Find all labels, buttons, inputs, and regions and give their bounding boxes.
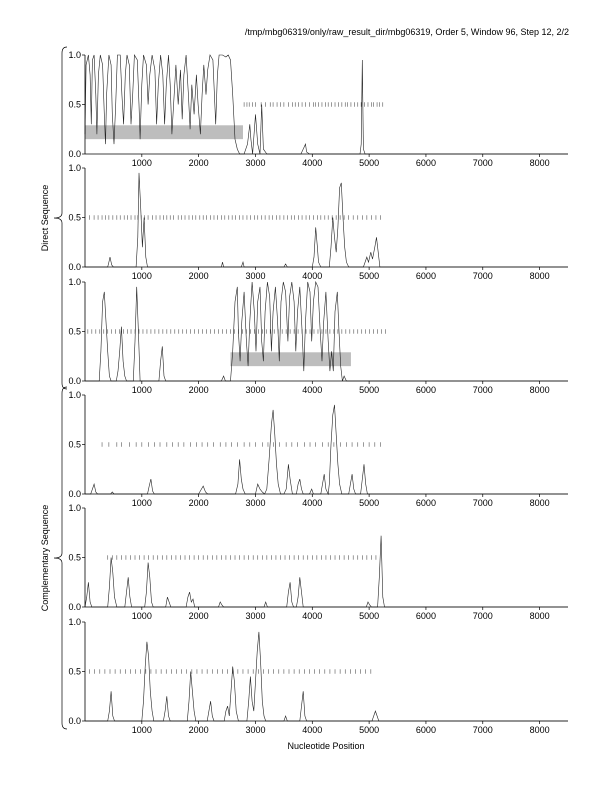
x-tick-label: 7000 (472, 271, 493, 281)
panel-frame-2 (68, 163, 568, 281)
x-tick-label: 1000 (131, 498, 152, 508)
orf-bar (85, 125, 243, 139)
x-tick-label: 2000 (188, 158, 209, 168)
coding-potential-line (85, 536, 568, 607)
y-tick-label: 0.5 (68, 99, 81, 110)
file-path-header: /tmp/mbg06319/only/raw_result_dir/mbg06319, Order 5, Window 96, Step 12, 2/2 (244, 27, 569, 37)
x-tick-label: 5000 (359, 725, 380, 735)
x-tick-label: 4000 (302, 725, 323, 735)
y-tick-label: 0.0 (68, 716, 81, 726)
x-tick-label: 1000 (131, 158, 152, 168)
x-tick-label: 5000 (359, 498, 380, 508)
x-tick-label: 5000 (359, 271, 380, 281)
x-tick-label: 8000 (529, 385, 550, 395)
x-tick-label: 6000 (415, 271, 436, 281)
y-tick-label: 0.0 (68, 262, 81, 272)
x-tick-label: 3000 (245, 498, 266, 508)
y-tick-label: 1.0 (68, 50, 81, 60)
y-tick-label: 1.0 (68, 617, 81, 627)
x-tick-label: 1000 (131, 725, 152, 735)
group-label: Complementary Sequence (40, 504, 50, 612)
panel-frame-1 (68, 50, 568, 168)
x-tick-label: 2000 (188, 725, 209, 735)
y-tick-label: 0.0 (68, 149, 81, 159)
y-tick-label: 0.0 (68, 489, 81, 499)
x-tick-label: 4000 (302, 158, 323, 168)
group-brace (54, 47, 67, 389)
x-tick-label: 4000 (302, 611, 323, 621)
group-2 (40, 387, 67, 729)
y-tick-label: 1.0 (68, 277, 81, 287)
coding-potential-line (85, 632, 568, 721)
group-brace (54, 387, 67, 729)
x-tick-label: 7000 (472, 385, 493, 395)
x-tick-label: 2000 (188, 385, 209, 395)
x-tick-label: 5000 (359, 385, 380, 395)
x-tick-label: 8000 (529, 498, 550, 508)
panel-frame-6 (68, 617, 568, 735)
y-tick-label: 1.0 (68, 390, 81, 400)
x-tick-label: 7000 (472, 725, 493, 735)
x-tick-label: 7000 (472, 611, 493, 621)
x-tick-label: 1000 (131, 385, 152, 395)
y-tick-label: 0.0 (68, 602, 81, 612)
x-tick-label: 3000 (245, 611, 266, 621)
x-tick-label: 1000 (131, 271, 152, 281)
y-tick-label: 0.0 (68, 376, 81, 386)
x-tick-label: 8000 (529, 158, 550, 168)
y-tick-label: 0.5 (68, 326, 81, 337)
x-tick-label: 6000 (415, 498, 436, 508)
x-tick-label: 3000 (245, 385, 266, 395)
panel-frame-3 (68, 277, 568, 395)
x-axis-title: Nucleotide Position (287, 741, 365, 751)
y-tick-label: 0.5 (68, 212, 81, 223)
x-tick-label: 3000 (245, 271, 266, 281)
x-tick-label: 6000 (415, 611, 436, 621)
x-tick-label: 4000 (302, 385, 323, 395)
x-tick-label: 6000 (415, 725, 436, 735)
x-tick-label: 5000 (359, 611, 380, 621)
x-tick-label: 7000 (472, 158, 493, 168)
group-label: Direct Sequence (40, 184, 50, 252)
y-tick-label: 1.0 (68, 503, 81, 513)
y-tick-label: 1.0 (68, 163, 81, 173)
panel-frame-5 (68, 503, 568, 621)
group-1 (40, 47, 67, 389)
x-tick-label: 5000 (359, 158, 380, 168)
coding-potential-line (85, 173, 568, 267)
x-tick-label: 3000 (245, 725, 266, 735)
x-tick-label: 2000 (188, 498, 209, 508)
y-tick-label: 0.5 (68, 552, 81, 563)
panel-frame-4 (68, 390, 568, 508)
panels-layer (68, 50, 568, 735)
x-tick-label: 4000 (302, 271, 323, 281)
x-tick-label: 7000 (472, 498, 493, 508)
x-tick-label: 6000 (415, 385, 436, 395)
y-tick-label: 0.5 (68, 439, 81, 450)
x-tick-label: 8000 (529, 725, 550, 735)
x-tick-label: 4000 (302, 498, 323, 508)
x-tick-label: 2000 (188, 271, 209, 281)
y-tick-label: 0.5 (68, 666, 81, 677)
x-tick-label: 1000 (131, 611, 152, 621)
groups-layer (40, 47, 67, 729)
coding-potential-line (85, 405, 568, 494)
x-tick-label: 8000 (529, 611, 550, 621)
x-tick-label: 8000 (529, 271, 550, 281)
x-tick-label: 6000 (415, 158, 436, 168)
x-tick-label: 2000 (188, 611, 209, 621)
x-tick-label: 3000 (245, 158, 266, 168)
